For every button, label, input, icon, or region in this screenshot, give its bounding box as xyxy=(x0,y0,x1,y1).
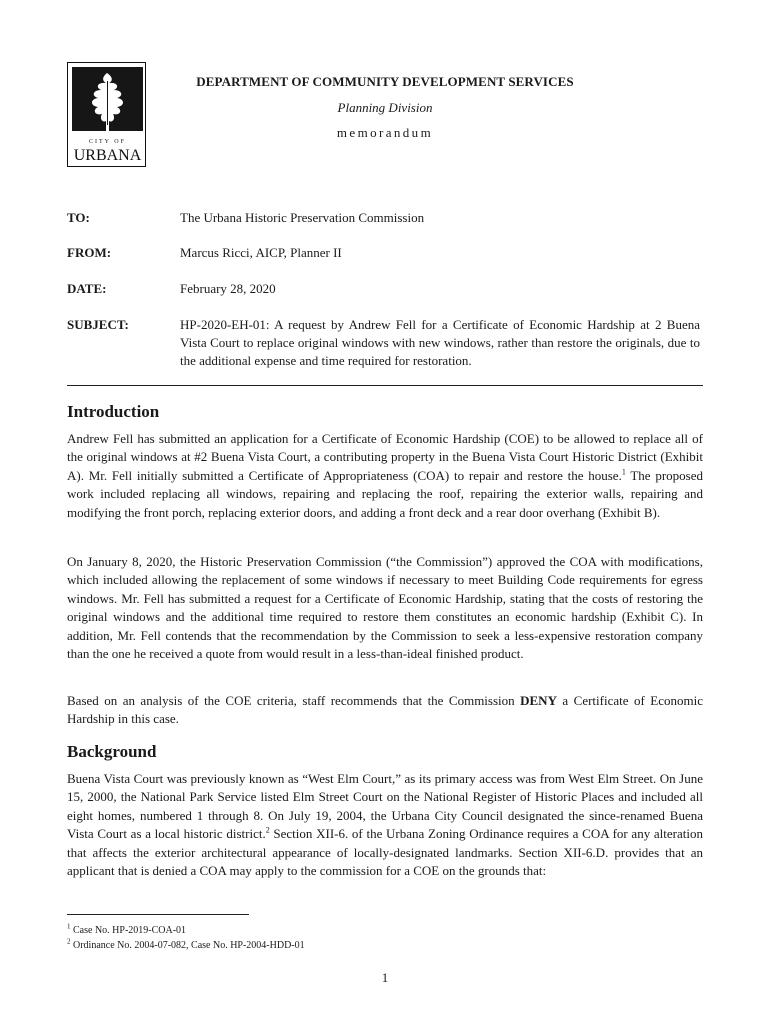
date-label: DATE: xyxy=(67,281,107,296)
footnote-ref-1: 1 xyxy=(621,467,626,477)
city-of-urbana-logo xyxy=(67,62,146,167)
footnote-2-text: Ordinance No. 2004-07-082, Case No. HP-2004-HDD-01 xyxy=(70,940,305,951)
intro-p1-text-b: The proposed work included replacing all windows, repairing and replacing the roof, repairing the exterior walls, repairing and modifying the front porch, replacing exterior doors, and adding a front deck and a rear door overhang (Exhibit B). xyxy=(67,467,703,520)
to-value: The Urbana Historic Preservation Commission xyxy=(180,210,425,225)
introduction-paragraph-1 xyxy=(67,430,703,522)
intro-p1-text-a: Andrew Fell has submitted an application for a Certificate of Economic Hardship (COE) to be allowed to replace all of the original windows at #2 Buena Vista Court, a contributing property in the Buena Vista Court Historic District (Exhibit A). Mr. Fell initially submitted a Certificate of Appropriateness (COA) to repair and restore the house. xyxy=(67,431,703,483)
division-name: Planning Division xyxy=(337,100,433,115)
intro-p3-text-a: Based on an analysis of the COE criteria, staff recommends that the Commission xyxy=(67,693,521,708)
introduction-paragraph-3 xyxy=(67,692,703,729)
from-label: FROM: xyxy=(67,245,112,260)
background-p1-text-a: Buena Vista Court was previously known as “West Elm Court,” as its primary access was from West Elm Street. On June 15, 2000, the National Park Service listed Elm Street Court on the National Register of Historic Places and included all eight homes, numbered 1 through 8. On July 19, 2004, the Urbana City Council designated the since-renamed Buena Vista Court as a local historic district. xyxy=(67,771,703,842)
footnote-1 xyxy=(67,922,187,937)
subject-value: HP-2020-EH-01: A request by Andrew Fell for a Certificate of Economic Hardship at 2 Buena Vista Court to replace original windows with new windows, rather than restore the originals, due to the additional expense and time required for restoration. xyxy=(180,317,700,368)
background-paragraph-1 xyxy=(67,770,703,880)
from-value: Marcus Ricci, AICP, Planner II xyxy=(180,245,342,260)
date-value: February 28, 2020 xyxy=(180,281,276,296)
introduction-heading: Introduction xyxy=(67,402,160,421)
footnote-divider xyxy=(67,914,249,915)
background-p1-text-b: Section XII-6. of the Urbana Zoning Ordinance requires a COA for any alteration that affects the exterior architectural appearance of locally-designated landmarks. Section XII-6.D. provides that an applicant that is denied a COA may apply to the commission for a COE on the grounds that: xyxy=(67,826,703,879)
footnote-1-text: Case No. HP-2019-COA-01 xyxy=(70,925,187,936)
background-heading: Background xyxy=(67,742,157,761)
footnote-2 xyxy=(67,937,305,952)
svg-text:URBANA: URBANA xyxy=(73,147,142,164)
intro-p3-text-b: a Certificate of Economic Hardship in this case. xyxy=(67,693,703,727)
introduction-paragraph-2: On January 8, 2020, the Historic Preservation Commission (“the Commission”) approved the COA with modifications, which included allowing the replacement of some windows if necessary to meet Building Code requirements for egress windows. Mr. Fell has submitted a request for a Certificate of Economic Hardship, stating that the costs of restoring the original windows and the additional time required to restore them constitutes an economic hardship (Exhibit C). In addition, Mr. Fell contends that the recommendation by the Commission to seek a less-expensive restoration company than the one he received a quote from would result in a less-than-ideal finished product. xyxy=(67,554,703,662)
recommendation-deny: DENY xyxy=(520,693,557,708)
oak-leaf-icon xyxy=(68,63,147,168)
footnote-ref-2: 2 xyxy=(265,825,270,835)
header-divider xyxy=(67,385,703,386)
memo-label: memorandum xyxy=(336,125,434,140)
footnote-1-number: 1 xyxy=(67,922,71,931)
page-number: 1 xyxy=(381,970,389,985)
footnote-2-number: 2 xyxy=(67,937,71,946)
to-label: TO: xyxy=(67,210,90,225)
department-title: DEPARTMENT OF COMMUNITY DEVELOPMENT SERVICES xyxy=(196,74,574,89)
svg-text:CITY OF: CITY OF xyxy=(89,139,126,145)
subject-label: SUBJECT: xyxy=(67,317,129,332)
